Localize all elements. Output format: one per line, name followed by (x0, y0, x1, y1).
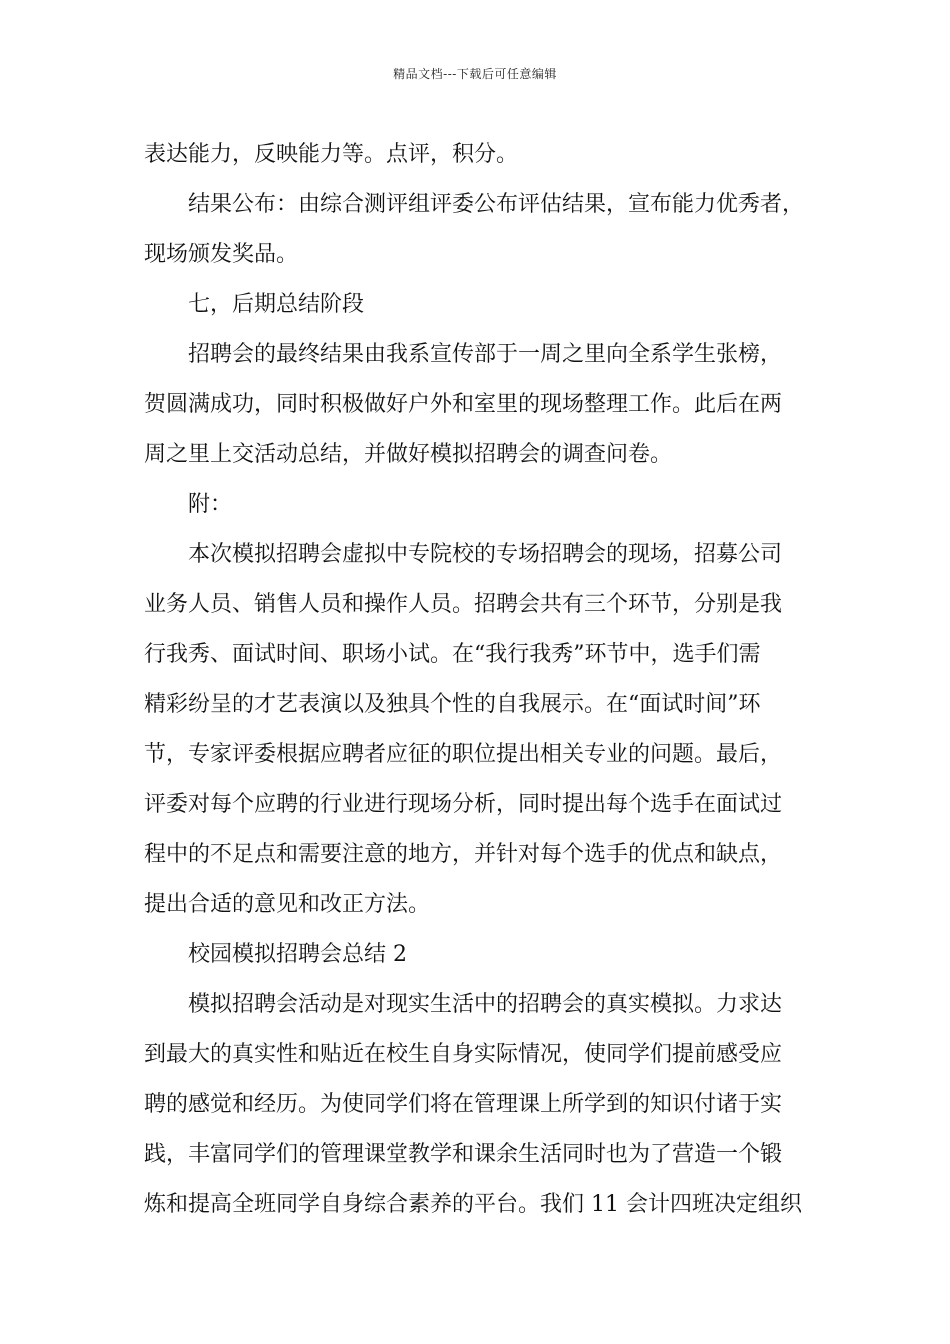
page-header: 精品文档---下载后可任意编辑 (393, 67, 557, 81)
text-line: 模拟招聘会活动是对现实生活中的招聘会的真实模拟。力求达 (188, 992, 783, 1017)
section-title: 校园模拟招聘会总结 2 (188, 942, 407, 967)
text-line: 本次模拟招聘会虚拟中专院校的专场招聘会的现场，招募公司 (188, 542, 783, 567)
text-line: 评委对每个应聘的行业进行现场分析，同时提出每个选手在面试过 (144, 792, 783, 817)
text-line: 现场颁发奖品。 (144, 242, 299, 267)
text-line: 贺圆满成功，同时积极做好户外和室里的现场整理工作。此后在两 (144, 392, 783, 417)
text-line: 到最大的真实性和贴近在校生自身实际情况，使同学们提前感受应 (144, 1042, 783, 1067)
text-line: 聘的感觉和经历。为使同学们将在管理课上所学到的知识付诸于实 (144, 1092, 783, 1117)
text-line: 炼和提高全班同学自身综合素养的平台。我们 11 会计四班决定组织 (144, 1192, 802, 1217)
text-line: 结果公布：由综合测评组评委公布评估结果，宣布能力优秀者， (188, 192, 805, 217)
text-line: 周之里上交活动总结，并做好模拟招聘会的调查问卷。 (144, 442, 673, 467)
text-line: 节，专家评委根据应聘者应征的职位提出相关专业的问题。最后， (144, 742, 783, 767)
section-heading: 七，后期总结阶段 (188, 292, 365, 317)
text-line: 行我秀、面试时间、职场小试。在“我行我秀”环节中，选手们需 (144, 642, 761, 667)
text-line: 表达能力，反映能力等。点评，积分。 (144, 142, 519, 167)
text-line: 践，丰富同学们的管理课堂教学和课余生活同时也为了营造一个锻 (144, 1142, 783, 1167)
appendix-label: 附： (188, 492, 233, 517)
text-line: 程中的不足点和需要注意的地方，并针对每个选手的优点和缺点， (144, 842, 783, 867)
text-line: 提出合适的意见和改正方法。 (144, 892, 431, 917)
document-body (144, 130, 814, 1230)
text-line: 招聘会的最终结果由我系宣传部于一周之里向全系学生张榜， (188, 342, 783, 367)
text-line: 精彩纷呈的才艺表演以及独具个性的自我展示。在“面试时间”环 (144, 692, 761, 717)
text-line: 业务人员、销售人员和操作人员。招聘会共有三个环节，分别是我 (144, 592, 783, 617)
